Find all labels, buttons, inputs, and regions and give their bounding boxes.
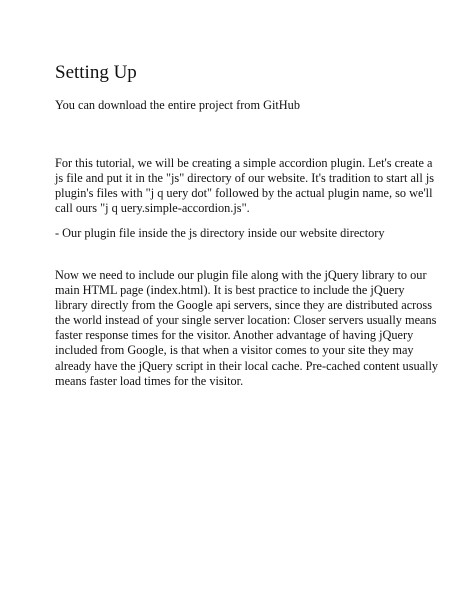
paragraph-line: plugin's files with "j q uery dot" followed by the actual plugin name, so we'll [55, 186, 433, 201]
plugin-file-paragraph [55, 156, 435, 216]
paragraph-line: faster response times for the visitor. Another advantage of having jQuery [55, 328, 414, 343]
include-jquery-paragraph [55, 268, 439, 389]
paragraph-line: Now we need to include our plugin file along with the jQuery library to our [55, 268, 427, 282]
paragraph-line: call ours "j q uery.simple-accordion.js". [55, 201, 250, 216]
paragraph-line: library directly from the Google api servers, since they are distributed across [55, 298, 432, 313]
intro-paragraph: You can download the entire project from GitHub [55, 98, 300, 112]
paragraph-line: main HTML page (index.html). It is best practice to include the jQuery [55, 283, 405, 298]
paragraph-line: For this tutorial, we will be creating a simple accordion plugin. Let's create a [55, 156, 433, 170]
image-caption: - Our plugin file inside the js directory inside our website directory [55, 226, 385, 240]
paragraph-line: included from Google, is that when a visitor comes to your site they may [55, 343, 414, 358]
paragraph-line: means faster load times for the visitor. [55, 373, 244, 388]
paragraph-line: the world instead of your single server location: Closer servers usually means [55, 313, 437, 328]
paragraph-line: js file and put it in the "js" directory of our website. It's tradition to start all js [55, 171, 435, 186]
section-heading: Setting Up [55, 62, 137, 83]
paragraph-line: already have the jQuery script in their local cache. Pre-cached content usually [55, 358, 439, 373]
